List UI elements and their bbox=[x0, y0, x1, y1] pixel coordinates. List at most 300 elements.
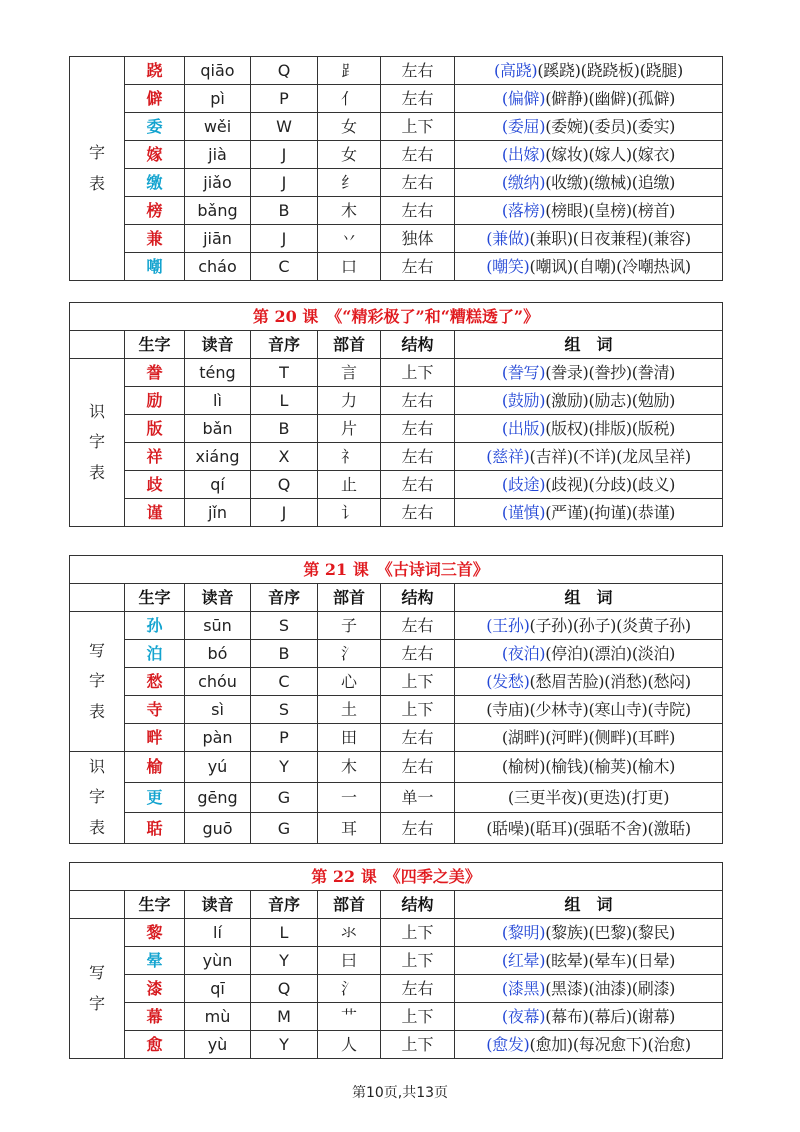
word: (缴纳) bbox=[501, 173, 546, 192]
header-jie-gou: 结构 bbox=[381, 584, 455, 612]
structure: 左右 bbox=[381, 253, 455, 281]
word: (皇榜) bbox=[588, 201, 632, 220]
structure: 左右 bbox=[381, 197, 455, 225]
word-group bbox=[455, 975, 723, 1003]
pinyin: lì bbox=[185, 387, 251, 415]
character: 谨 bbox=[125, 499, 185, 527]
word: (榜首) bbox=[631, 201, 676, 220]
character: 寺 bbox=[125, 696, 185, 724]
structure: 上下 bbox=[381, 668, 455, 696]
sequence-letter: B bbox=[251, 415, 318, 443]
table-row bbox=[70, 415, 723, 443]
page-footer: 第10页,共13页 bbox=[351, 1085, 449, 1101]
header-du-yin: 读音 bbox=[185, 331, 251, 359]
sequence-letter: C bbox=[251, 668, 318, 696]
word-group bbox=[455, 471, 723, 499]
word: (偏僻) bbox=[501, 89, 546, 108]
sequence-letter: C bbox=[251, 253, 318, 281]
radical: 口 bbox=[318, 253, 381, 281]
header-zu-ci: 组 词 bbox=[455, 891, 723, 919]
table-row bbox=[70, 499, 723, 527]
word: (油漆) bbox=[588, 979, 632, 998]
pinyin: yú bbox=[185, 752, 251, 783]
table-row bbox=[70, 253, 723, 281]
table-row bbox=[70, 919, 723, 947]
structure: 左右 bbox=[381, 813, 455, 844]
character-table-continued bbox=[69, 56, 723, 281]
sequence-letter: B bbox=[251, 640, 318, 668]
sequence-letter: J bbox=[251, 141, 318, 169]
word: (励志) bbox=[588, 391, 632, 410]
word: (聒耳) bbox=[529, 818, 573, 838]
pinyin: mù bbox=[185, 1003, 251, 1031]
word: (寺庙) bbox=[486, 700, 530, 719]
pinyin: wěi bbox=[185, 113, 251, 141]
word-group bbox=[455, 253, 723, 281]
word: (誊清) bbox=[631, 363, 676, 382]
word: (侧畔) bbox=[588, 728, 632, 747]
word-group bbox=[455, 197, 723, 225]
character: 泊 bbox=[125, 640, 185, 668]
word: (河畔) bbox=[545, 728, 589, 747]
radical: 艹 bbox=[318, 1003, 381, 1031]
radical: 礻 bbox=[318, 443, 381, 471]
sequence-letter: M bbox=[251, 1003, 318, 1031]
structure: 左右 bbox=[381, 415, 455, 443]
pinyin: yùn bbox=[185, 947, 251, 975]
word: (黎族) bbox=[545, 923, 589, 942]
word: (发愁) bbox=[486, 672, 530, 691]
word: (王孙) bbox=[486, 616, 530, 635]
word-group bbox=[455, 387, 723, 415]
pinyin: sūn bbox=[185, 612, 251, 640]
character: 缴 bbox=[125, 169, 185, 197]
pinyin: qī bbox=[185, 975, 251, 1003]
table-row bbox=[70, 947, 723, 975]
word: (恭谨) bbox=[631, 503, 676, 522]
word: (谨慎) bbox=[501, 503, 546, 522]
character: 嘲 bbox=[125, 253, 185, 281]
lesson-title: 第 22 课 《四季之美》 bbox=[70, 863, 723, 891]
word: (兼做) bbox=[486, 229, 530, 248]
table-row bbox=[70, 612, 723, 640]
character: 僻 bbox=[125, 85, 185, 113]
radical: 讠 bbox=[318, 499, 381, 527]
table-row bbox=[70, 443, 723, 471]
table-row bbox=[70, 57, 723, 85]
word: (排版) bbox=[588, 419, 632, 438]
word: (谢幕) bbox=[631, 1007, 676, 1026]
lesson-title-row bbox=[70, 556, 723, 584]
word: (黎明) bbox=[501, 923, 546, 942]
sequence-letter: W bbox=[251, 113, 318, 141]
word-group bbox=[455, 640, 723, 668]
word: (出版) bbox=[501, 419, 546, 438]
header-bu-shou: 部首 bbox=[318, 891, 381, 919]
word: (榆木) bbox=[631, 757, 676, 777]
word: (打更) bbox=[625, 788, 670, 808]
structure: 单一 bbox=[381, 782, 455, 813]
word: (委婉) bbox=[545, 117, 589, 136]
word-group bbox=[455, 813, 723, 844]
word: (愁眉苦脸) bbox=[529, 672, 605, 691]
header-bu-shou: 部首 bbox=[318, 584, 381, 612]
radical: 亻 bbox=[318, 85, 381, 113]
word: (嫁妆) bbox=[545, 145, 589, 164]
word: (缴械) bbox=[588, 173, 632, 192]
radical: 田 bbox=[318, 724, 381, 752]
word: (自嘲) bbox=[572, 257, 617, 276]
header-yin-xu: 音序 bbox=[251, 584, 318, 612]
header-sheng-zi: 生字 bbox=[125, 891, 185, 919]
character: 版 bbox=[125, 415, 185, 443]
radical: ⻊ bbox=[318, 57, 381, 85]
character: 兼 bbox=[125, 225, 185, 253]
word: (孤僻) bbox=[631, 89, 676, 108]
character: 励 bbox=[125, 387, 185, 415]
table-row bbox=[70, 359, 723, 387]
word: (版权) bbox=[545, 419, 589, 438]
header-bu-shou: 部首 bbox=[318, 331, 381, 359]
structure: 左右 bbox=[381, 85, 455, 113]
word-group bbox=[455, 415, 723, 443]
radical: 人 bbox=[318, 1031, 381, 1059]
header-sheng-zi: 生字 bbox=[125, 584, 185, 612]
word: (子孙) bbox=[529, 616, 573, 635]
pinyin: bó bbox=[185, 640, 251, 668]
character: 黎 bbox=[125, 919, 185, 947]
structure: 左右 bbox=[381, 57, 455, 85]
word-group bbox=[455, 443, 723, 471]
radical: 木 bbox=[318, 197, 381, 225]
word: (强聒不舍) bbox=[572, 818, 648, 838]
structure: 左右 bbox=[381, 169, 455, 197]
word: (红晕) bbox=[501, 951, 546, 970]
word: (版税) bbox=[631, 419, 676, 438]
table-row bbox=[70, 197, 723, 225]
word: (幕后) bbox=[588, 1007, 632, 1026]
word: (孙子) bbox=[572, 616, 617, 635]
character: 榆 bbox=[125, 752, 185, 783]
word: (炎黄子孙) bbox=[616, 616, 691, 635]
category-label: 识 字 表 bbox=[70, 359, 125, 527]
header-zu-ci: 组 词 bbox=[455, 584, 723, 612]
pinyin: yù bbox=[185, 1031, 251, 1059]
header-row bbox=[70, 331, 723, 359]
radical: 土 bbox=[318, 696, 381, 724]
character: 榜 bbox=[125, 197, 185, 225]
sequence-letter: J bbox=[251, 499, 318, 527]
table-row bbox=[70, 1031, 723, 1059]
pinyin: gēng bbox=[185, 782, 251, 813]
word: (歧途) bbox=[501, 475, 546, 494]
pinyin: qí bbox=[185, 471, 251, 499]
word: (拘谨) bbox=[588, 503, 632, 522]
character: 委 bbox=[125, 113, 185, 141]
word: (勉励) bbox=[631, 391, 676, 410]
sequence-letter: P bbox=[251, 85, 318, 113]
structure: 上下 bbox=[381, 696, 455, 724]
pinyin: cháo bbox=[185, 253, 251, 281]
word: (愁闷) bbox=[647, 672, 691, 691]
word: (日夜兼程) bbox=[572, 229, 648, 248]
character: 聒 bbox=[125, 813, 185, 844]
table-row bbox=[70, 668, 723, 696]
word-group bbox=[455, 724, 723, 752]
word-group bbox=[455, 85, 723, 113]
word: (出嫁) bbox=[501, 145, 546, 164]
word: (跷跷板) bbox=[580, 61, 640, 80]
word-group bbox=[455, 947, 723, 975]
word: (委员) bbox=[588, 117, 632, 136]
word: (不详) bbox=[572, 447, 617, 466]
word: (歧义) bbox=[631, 475, 676, 494]
word-group bbox=[455, 752, 723, 783]
header-row bbox=[70, 891, 723, 919]
structure: 左右 bbox=[381, 443, 455, 471]
table-row bbox=[70, 724, 723, 752]
structure: 左右 bbox=[381, 975, 455, 1003]
word: (分歧) bbox=[588, 475, 632, 494]
character: 漆 bbox=[125, 975, 185, 1003]
word: (嘲笑) bbox=[486, 257, 530, 276]
word-group bbox=[455, 57, 723, 85]
section-lesson-21 bbox=[69, 555, 722, 844]
word-group bbox=[455, 169, 723, 197]
word: (湖畔) bbox=[501, 728, 546, 747]
word: (冷嘲热讽) bbox=[616, 257, 691, 276]
character: 愁 bbox=[125, 668, 185, 696]
category-label: 写 字 表 bbox=[70, 612, 125, 752]
word: (眩晕) bbox=[545, 951, 589, 970]
word-group bbox=[455, 359, 723, 387]
pinyin: jiān bbox=[185, 225, 251, 253]
word: (治愈) bbox=[647, 1035, 691, 1054]
sequence-letter: Q bbox=[251, 471, 318, 499]
word: (淡泊) bbox=[631, 644, 676, 663]
structure: 左右 bbox=[381, 724, 455, 752]
word: (刷漆) bbox=[631, 979, 676, 998]
header-row bbox=[70, 584, 723, 612]
word: (晕车) bbox=[588, 951, 632, 970]
word-group bbox=[455, 1031, 723, 1059]
word: (巴黎) bbox=[588, 923, 632, 942]
table-row bbox=[70, 141, 723, 169]
word: (幽僻) bbox=[588, 89, 632, 108]
word: (落榜) bbox=[501, 201, 546, 220]
character: 畔 bbox=[125, 724, 185, 752]
header-du-yin: 读音 bbox=[185, 584, 251, 612]
character: 跷 bbox=[125, 57, 185, 85]
pinyin: téng bbox=[185, 359, 251, 387]
word-group bbox=[455, 1003, 723, 1031]
pinyin: sì bbox=[185, 696, 251, 724]
structure: 上下 bbox=[381, 1003, 455, 1031]
word: (榆钱) bbox=[545, 757, 589, 777]
word: (嘲讽) bbox=[529, 257, 573, 276]
word: (激聒) bbox=[647, 818, 691, 838]
pinyin: chóu bbox=[185, 668, 251, 696]
table-row bbox=[70, 640, 723, 668]
word-group bbox=[455, 225, 723, 253]
word: (更迭) bbox=[582, 788, 626, 808]
table-row bbox=[70, 113, 723, 141]
header-blank bbox=[70, 584, 125, 612]
word: (耳畔) bbox=[631, 728, 676, 747]
word: (委实) bbox=[631, 117, 676, 136]
radical: 一 bbox=[318, 782, 381, 813]
word-group bbox=[455, 696, 723, 724]
sequence-letter: L bbox=[251, 387, 318, 415]
table-row bbox=[70, 975, 723, 1003]
radical: 氺 bbox=[318, 919, 381, 947]
radical: 心 bbox=[318, 668, 381, 696]
word-group bbox=[455, 499, 723, 527]
sequence-letter: S bbox=[251, 612, 318, 640]
sequence-letter: B bbox=[251, 197, 318, 225]
word: (日晕) bbox=[631, 951, 676, 970]
radical: 女 bbox=[318, 141, 381, 169]
word: (漆黑) bbox=[501, 979, 546, 998]
sequence-letter: G bbox=[251, 813, 318, 844]
table-row bbox=[70, 387, 723, 415]
pinyin: xiáng bbox=[185, 443, 251, 471]
word: (聒噪) bbox=[486, 818, 530, 838]
structure: 左右 bbox=[381, 640, 455, 668]
table-row bbox=[70, 813, 723, 844]
character: 孙 bbox=[125, 612, 185, 640]
radical: 氵 bbox=[318, 640, 381, 668]
character: 更 bbox=[125, 782, 185, 813]
word: (嫁衣) bbox=[631, 145, 676, 164]
structure: 左右 bbox=[381, 471, 455, 499]
table-row bbox=[70, 1003, 723, 1031]
word: (僻静) bbox=[545, 89, 589, 108]
sequence-letter: T bbox=[251, 359, 318, 387]
pinyin: lí bbox=[185, 919, 251, 947]
pinyin: jiǎo bbox=[185, 169, 251, 197]
pinyin: jià bbox=[185, 141, 251, 169]
table-row bbox=[70, 782, 723, 813]
sequence-letter: L bbox=[251, 919, 318, 947]
word: (漂泊) bbox=[588, 644, 632, 663]
word: (鼓励) bbox=[501, 391, 546, 410]
word: (激励) bbox=[545, 391, 589, 410]
pinyin: pàn bbox=[185, 724, 251, 752]
pinyin: bǎn bbox=[185, 415, 251, 443]
structure: 上下 bbox=[381, 947, 455, 975]
character-table-lesson-20 bbox=[69, 302, 723, 527]
sequence-letter: Y bbox=[251, 947, 318, 975]
radical: 女 bbox=[318, 113, 381, 141]
word: (三更半夜) bbox=[507, 788, 583, 808]
header-jie-gou: 结构 bbox=[381, 331, 455, 359]
word-group bbox=[455, 668, 723, 696]
word: (夜泊) bbox=[501, 644, 546, 663]
character: 祥 bbox=[125, 443, 185, 471]
word: (歧视) bbox=[545, 475, 589, 494]
word: (高跷) bbox=[494, 61, 538, 80]
radical: 言 bbox=[318, 359, 381, 387]
sequence-letter: Q bbox=[251, 975, 318, 1003]
lesson-title-row bbox=[70, 303, 723, 331]
header-du-yin: 读音 bbox=[185, 891, 251, 919]
sequence-letter: G bbox=[251, 782, 318, 813]
word: (愈加) bbox=[529, 1035, 573, 1054]
character: 誊 bbox=[125, 359, 185, 387]
section-lesson-22 bbox=[69, 862, 722, 1059]
word: (兼容) bbox=[647, 229, 691, 248]
radical: 曰 bbox=[318, 947, 381, 975]
sequence-letter: S bbox=[251, 696, 318, 724]
header-zu-ci: 组 词 bbox=[455, 331, 723, 359]
word: (誊抄) bbox=[588, 363, 632, 382]
sequence-letter: Q bbox=[251, 57, 318, 85]
word: (停泊) bbox=[545, 644, 589, 663]
lesson-title: 第 20 课 《“精彩极了”和“糟糕透了”》 bbox=[70, 303, 723, 331]
word: (追缴) bbox=[631, 173, 676, 192]
structure: 上下 bbox=[381, 919, 455, 947]
radical: 止 bbox=[318, 471, 381, 499]
radical: 耳 bbox=[318, 813, 381, 844]
word: (收缴) bbox=[545, 173, 589, 192]
structure: 左右 bbox=[381, 387, 455, 415]
table-row bbox=[70, 471, 723, 499]
section-continued bbox=[69, 56, 722, 281]
word: (跷腿) bbox=[639, 61, 683, 80]
category-label: 字 表 bbox=[70, 57, 125, 281]
pinyin: qiāo bbox=[185, 57, 251, 85]
structure: 独体 bbox=[381, 225, 455, 253]
header-blank bbox=[70, 331, 125, 359]
table-row bbox=[70, 752, 723, 783]
radical: 子 bbox=[318, 612, 381, 640]
sequence-letter: P bbox=[251, 724, 318, 752]
lesson-title: 第 21 课 《古诗词三首》 bbox=[70, 556, 723, 584]
word-group bbox=[455, 782, 723, 813]
word: (幕布) bbox=[545, 1007, 589, 1026]
word-group bbox=[455, 612, 723, 640]
character: 歧 bbox=[125, 471, 185, 499]
word: (慈祥) bbox=[486, 447, 530, 466]
category-label: 写 字 bbox=[70, 919, 125, 1059]
word: (蹊跷) bbox=[537, 61, 581, 80]
character-table-lesson-22 bbox=[69, 862, 723, 1059]
table-row bbox=[70, 696, 723, 724]
structure: 左右 bbox=[381, 752, 455, 783]
word: (兼职) bbox=[529, 229, 573, 248]
category-label: 识 字 表 bbox=[70, 752, 125, 844]
word: (誊录) bbox=[545, 363, 589, 382]
word: (黑漆) bbox=[545, 979, 589, 998]
section-lesson-20 bbox=[69, 302, 722, 527]
sequence-letter: Y bbox=[251, 752, 318, 783]
table-row bbox=[70, 169, 723, 197]
radical: 丷 bbox=[318, 225, 381, 253]
radical: 木 bbox=[318, 752, 381, 783]
character: 嫁 bbox=[125, 141, 185, 169]
character: 幕 bbox=[125, 1003, 185, 1031]
radical: 力 bbox=[318, 387, 381, 415]
radical: 氵 bbox=[318, 975, 381, 1003]
word: (寒山寺) bbox=[588, 700, 648, 719]
sequence-letter: Y bbox=[251, 1031, 318, 1059]
word-group bbox=[455, 113, 723, 141]
word: (黎民) bbox=[631, 923, 676, 942]
word: (每况愈下) bbox=[572, 1035, 648, 1054]
structure: 上下 bbox=[381, 359, 455, 387]
word: (夜幕) bbox=[501, 1007, 546, 1026]
